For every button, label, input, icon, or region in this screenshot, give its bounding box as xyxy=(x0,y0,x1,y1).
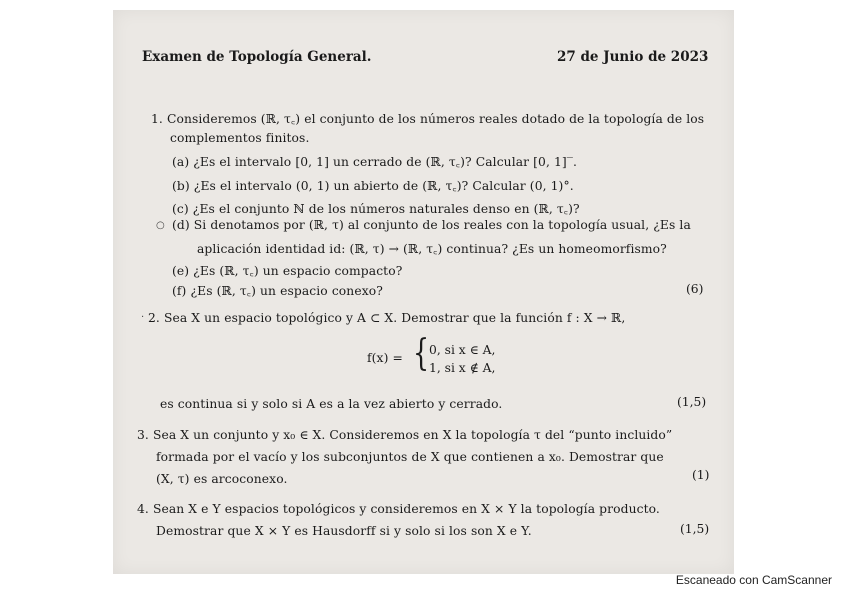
cases-brace: { xyxy=(413,333,430,374)
q4-line1: 4. Sean X e Y espacios topológicos y consideremos en X × Y la topología producto. xyxy=(137,502,660,516)
exam-date: 27 de Junio de 2023 xyxy=(557,49,709,65)
q1-line1: 1. Consideremos (ℝ, τ꜀) el conjunto de los números reales dotado de la topología de los xyxy=(151,112,705,126)
q2-case-2: 1, si x ∉ A, xyxy=(429,361,496,375)
q3-line3: (X, τ) es arcoconexo. xyxy=(156,472,288,486)
q2-line1: 2. Sea X un espacio topológico y A ⊂ X. Demostrar que la función f : X → ℝ, xyxy=(148,311,626,325)
pen-dot-icon: · xyxy=(141,312,145,323)
exam-title: Examen de Topología General. xyxy=(142,49,372,65)
q1-item-b: (b) ¿Es el intervalo (0, 1) un abierto de (ℝ, τ꜀)? Calcular (0, 1)°. xyxy=(172,179,574,193)
exam-sheet xyxy=(113,10,734,574)
q1-item-a: (a) ¿Es el intervalo [0, 1] un cerrado de (ℝ, τ꜀)? Calcular [0, 1]‾. xyxy=(172,155,578,169)
pen-mark-icon: ○ xyxy=(156,220,165,231)
q1-item-e: (e) ¿Es (ℝ, τ꜀) un espacio compacto? xyxy=(172,264,403,278)
q4-line2: Demostrar que X × Y es Hausdorff si y solo si los son X e Y. xyxy=(156,524,532,538)
q4-score: (1,5) xyxy=(680,522,710,536)
q1-score: (6) xyxy=(686,282,704,296)
q3-line1: 3. Sea X un conjunto y x₀ ∈ X. Consideremos en X la topología τ del “punto incluido” xyxy=(137,428,673,442)
q1-item-f: (f) ¿Es (ℝ, τ꜀) un espacio conexo? xyxy=(172,284,383,298)
q3-score: (1) xyxy=(692,468,710,482)
q2-line2: es continua si y solo si A es a la vez abierto y cerrado. xyxy=(160,397,503,411)
scanner-watermark: Escaneado con CamScanner xyxy=(675,573,832,587)
q2-case-1: 0, si x ∈ A, xyxy=(429,343,496,357)
q1-line2: complementos finitos. xyxy=(170,131,310,145)
q2-function-lhs: f(x) = xyxy=(367,351,403,365)
q2-score: (1,5) xyxy=(677,395,707,409)
q3-line2: formada por el vacío y los subconjuntos de X que contienen a x₀. Demostrar que xyxy=(156,450,664,464)
q1-item-d-line1: (d) Si denotamos por (ℝ, τ) al conjunto de los reales con la topología usual, ¿Es la xyxy=(172,218,691,232)
q1-item-c: (c) ¿Es el conjunto ℕ de los números naturales denso en (ℝ, τ꜀)? xyxy=(172,202,580,216)
q1-item-d-line2: aplicación identidad id: (ℝ, τ) → (ℝ, τ꜀) continua? ¿Es un homeomorfismo? xyxy=(197,242,667,256)
